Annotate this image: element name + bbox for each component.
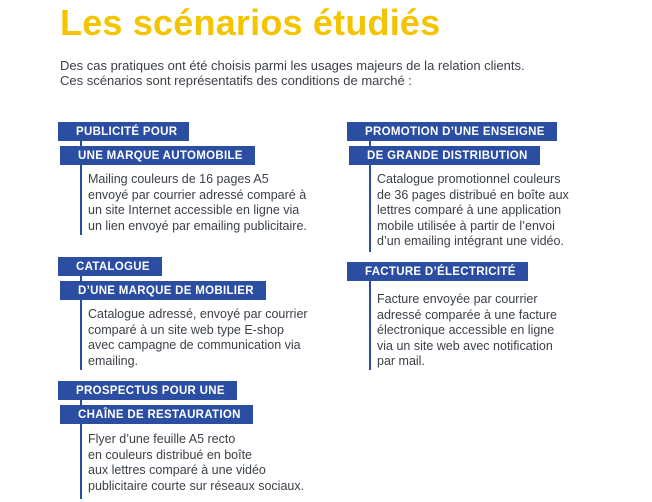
- description-line: Facture envoyée par courrier: [377, 292, 538, 306]
- scenario-label-line-1: FACTURE D’ÉLECTRICITÉ: [347, 262, 528, 281]
- scenario-label-line-2: UNE MARQUE AUTOMOBILE: [60, 146, 255, 165]
- description-line: envoyé par courrier adressé comparé à: [88, 187, 307, 202]
- intro-text: [60, 58, 525, 88]
- description-line: avec campagne de communication via: [88, 338, 301, 352]
- scenario-mobilier: [60, 257, 266, 305]
- description-line: adressé comparée à une facture: [377, 307, 557, 322]
- description-line: comparé à un site web type E-shop: [88, 322, 284, 337]
- description-line: en couleurs distribué en boîte: [88, 447, 252, 462]
- description-line: Catalogue adressé, envoyé par courrier: [88, 307, 308, 321]
- scenario-facture: [349, 262, 528, 286]
- description-line: de 36 pages distribué en boîte aux: [377, 187, 569, 202]
- description-line: emailing.: [88, 353, 139, 368]
- scenario-grande-distribution: [349, 122, 557, 170]
- description-line: via un site web avec notification: [377, 338, 553, 353]
- intro-line-1: Des cas pratiques ont été choisis parmi les usages majeurs de la relation clients.: [60, 58, 525, 73]
- scenario-description-facture: [377, 292, 557, 370]
- scenario-description-grande-distribution: [377, 172, 569, 250]
- scenario-label-line-2: D’UNE MARQUE DE MOBILIER: [60, 281, 266, 300]
- scenario-label-line-1: PUBLICITÉ POUR: [58, 122, 189, 141]
- scenario-restauration: [60, 381, 253, 429]
- description-line: par mail.: [377, 354, 425, 368]
- description-line: d’un emailing intégrant une vidéo.: [377, 234, 564, 248]
- scenario-label-line-1: PROSPECTUS POUR UNE: [58, 381, 237, 400]
- scenario-description-restauration: [88, 432, 304, 494]
- scenario-label-line-2: DE GRANDE DISTRIBUTION: [349, 146, 540, 165]
- description-line: électronique accessible en ligne: [377, 323, 555, 337]
- description-line: aux lettres comparé à une vidéo: [88, 463, 266, 477]
- scenario-label-line-1: PROMOTION D’UNE ENSEIGNE: [347, 122, 557, 141]
- intro-line-2: Ces scénarios sont représentatifs des conditions de marché :: [60, 73, 412, 88]
- scenario-description-mobilier: [88, 307, 308, 369]
- description-line: lettres comparé à une application: [377, 203, 562, 217]
- scenario-label-line-2: CHAÎNE DE RESTAURATION: [60, 405, 253, 424]
- description-line: Flyer d’une feuille A5 recto: [88, 432, 236, 446]
- description-line: un lien envoyé par emailing publicitaire.: [88, 218, 307, 233]
- description-line: mobile utilisée à partir de l’envoi: [377, 218, 555, 233]
- scenario-description-automobile: [88, 172, 307, 234]
- description-line: Catalogue promotionnel couleurs: [377, 172, 561, 186]
- description-line: publicitaire courte sur réseaux sociaux.: [88, 478, 305, 493]
- scenario-label-line-1: CATALOGUE: [58, 257, 162, 276]
- description-line: un site Internet accessible en ligne via: [88, 203, 300, 217]
- scenario-automobile: [60, 122, 255, 170]
- page-title: Les scénarios étudiés: [60, 2, 441, 43]
- description-line: Mailing couleurs de 16 pages A5: [88, 172, 269, 186]
